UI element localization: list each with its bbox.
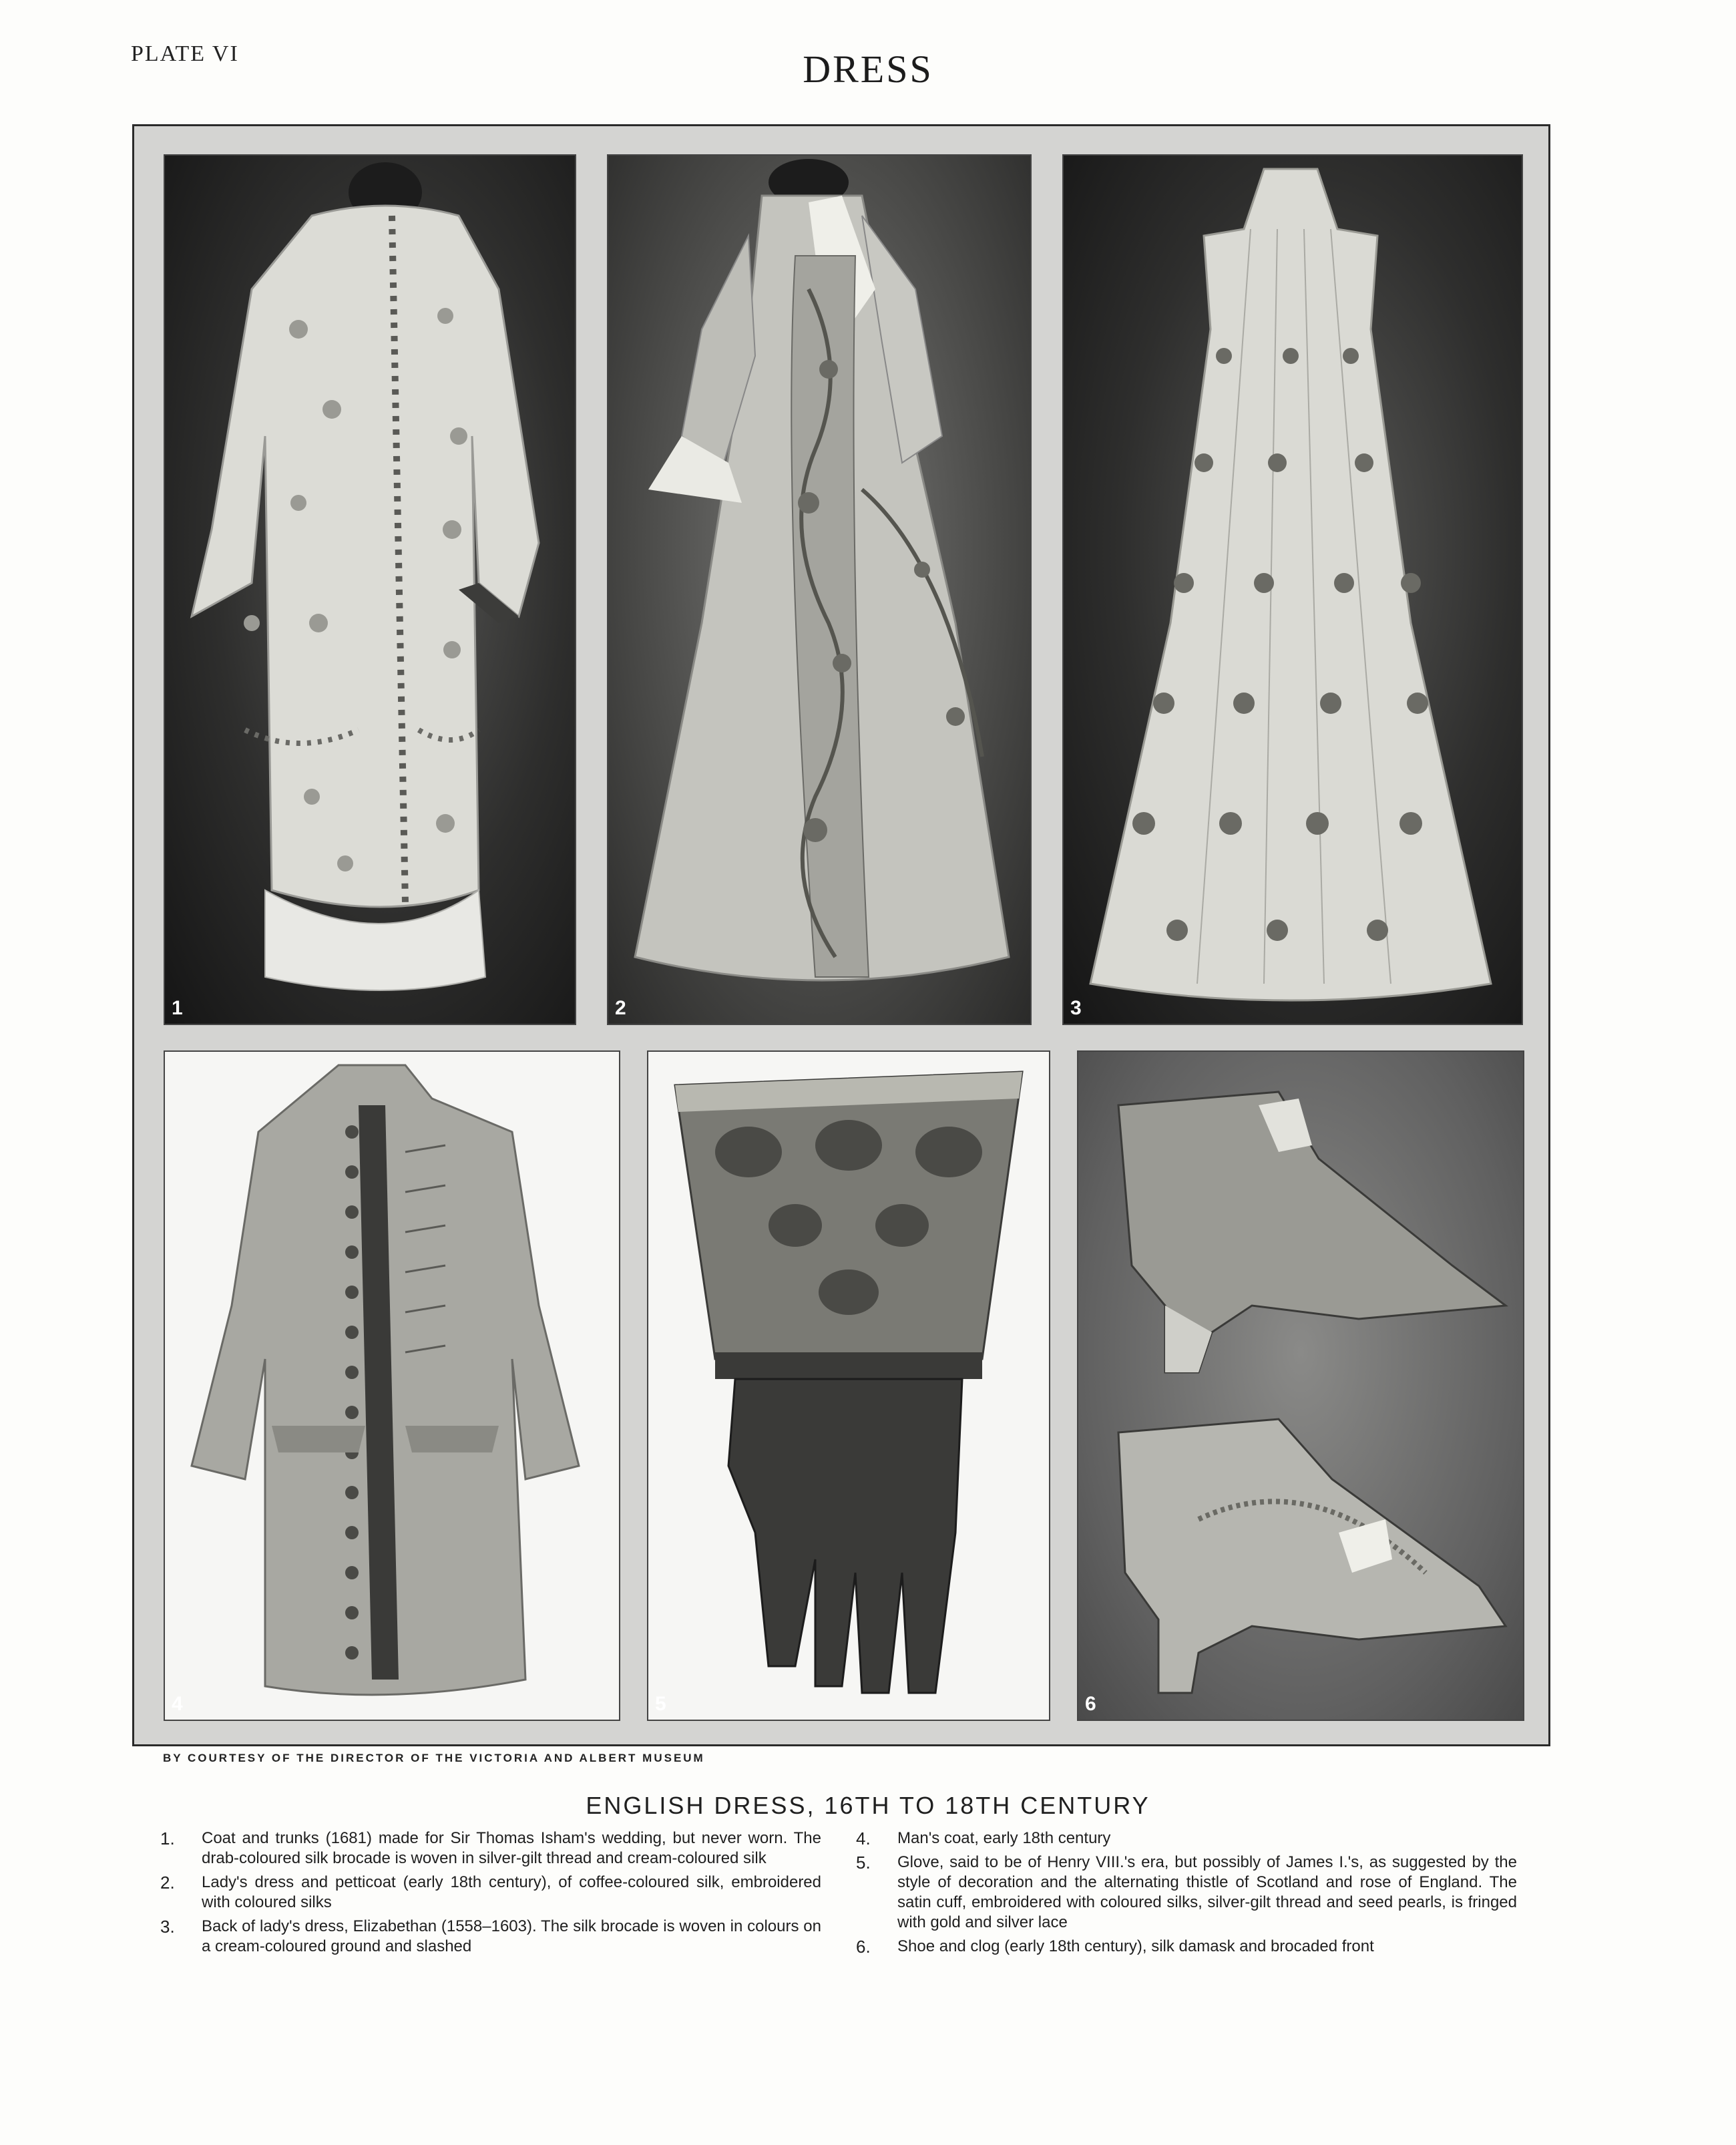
plate-label: PLATE VI <box>131 41 239 66</box>
caption-number: 4. <box>856 1828 871 1848</box>
dress-illustration <box>608 156 1030 1024</box>
photo-number: 2 <box>615 997 626 1019</box>
caption-item <box>856 1828 1517 1848</box>
photo-number: 6 <box>1085 1693 1096 1715</box>
dress-back-illustration <box>1064 156 1522 1024</box>
caption-item <box>856 1937 1517 1957</box>
page-title: DRESS <box>803 47 933 91</box>
caption-text: Coat and trunks (1681) made for Sir Thomas Isham's wedding, but never worn. The drab-coloured silk brocade is woven in silver-gilt thread and cream-coloured silk <box>202 1829 821 1867</box>
photo-number: 4 <box>172 1693 183 1715</box>
section-title: ENGLISH DRESS, 16TH TO 18TH CENTURY <box>586 1792 1150 1819</box>
caption-text: Man's coat, early 18th century <box>897 1829 1111 1847</box>
photo-mans-coat <box>164 1050 620 1721</box>
coat-illustration <box>165 156 575 1024</box>
photo-plate-frame <box>132 124 1550 1746</box>
photo-number: 5 <box>655 1693 666 1715</box>
photo-number: 3 <box>1070 997 1082 1019</box>
caption-text: Back of lady's dress, Elizabethan (1558–1603). The silk brocade is woven in colours on a cream-coloured ground and slashed <box>202 1917 821 1955</box>
caption-number: 3. <box>160 1917 175 1937</box>
photo-number: 1 <box>172 997 183 1019</box>
caption-number: 2. <box>160 1873 175 1893</box>
mans-coat-illustration <box>165 1052 619 1720</box>
photo-credit: BY COURTESY OF THE DIRECTOR OF THE VICTORIA AND ALBERT MUSEUM <box>163 1752 705 1764</box>
caption-number: 5. <box>856 1852 871 1873</box>
caption-text: Glove, said to be of Henry VIII.'s era, but possibly of James I.'s, as suggested by the style of decoration and the alternating thistle of Scotland and rose of England. The satin cuff, embroidered with coloured silks, silver-gilt thread and seed pearls, is fringed with gold and silver lace <box>897 1853 1517 1931</box>
shoes-illustration <box>1078 1052 1523 1720</box>
caption-item <box>160 1873 821 1913</box>
photo-glove <box>647 1050 1050 1721</box>
photo-ladys-dress <box>607 154 1032 1025</box>
caption-item <box>856 1852 1517 1933</box>
caption-number: 1. <box>160 1828 175 1848</box>
caption-text: Lady's dress and petticoat (early 18th century), of coffee-coloured silk, embroidered with coloured silks <box>202 1873 821 1911</box>
photo-coat-and-trunks <box>164 154 576 1025</box>
caption-item <box>160 1828 821 1869</box>
caption-number: 6. <box>856 1937 871 1957</box>
photo-shoe-and-clog <box>1077 1050 1524 1721</box>
photo-back-of-dress <box>1062 154 1523 1025</box>
caption-text: Shoe and clog (early 18th century), silk damask and brocaded front <box>897 1937 1374 1955</box>
captions-left-column <box>160 1828 821 1961</box>
captions-right-column <box>856 1828 1517 1961</box>
glove-illustration <box>648 1052 1049 1720</box>
caption-item <box>160 1917 821 1957</box>
